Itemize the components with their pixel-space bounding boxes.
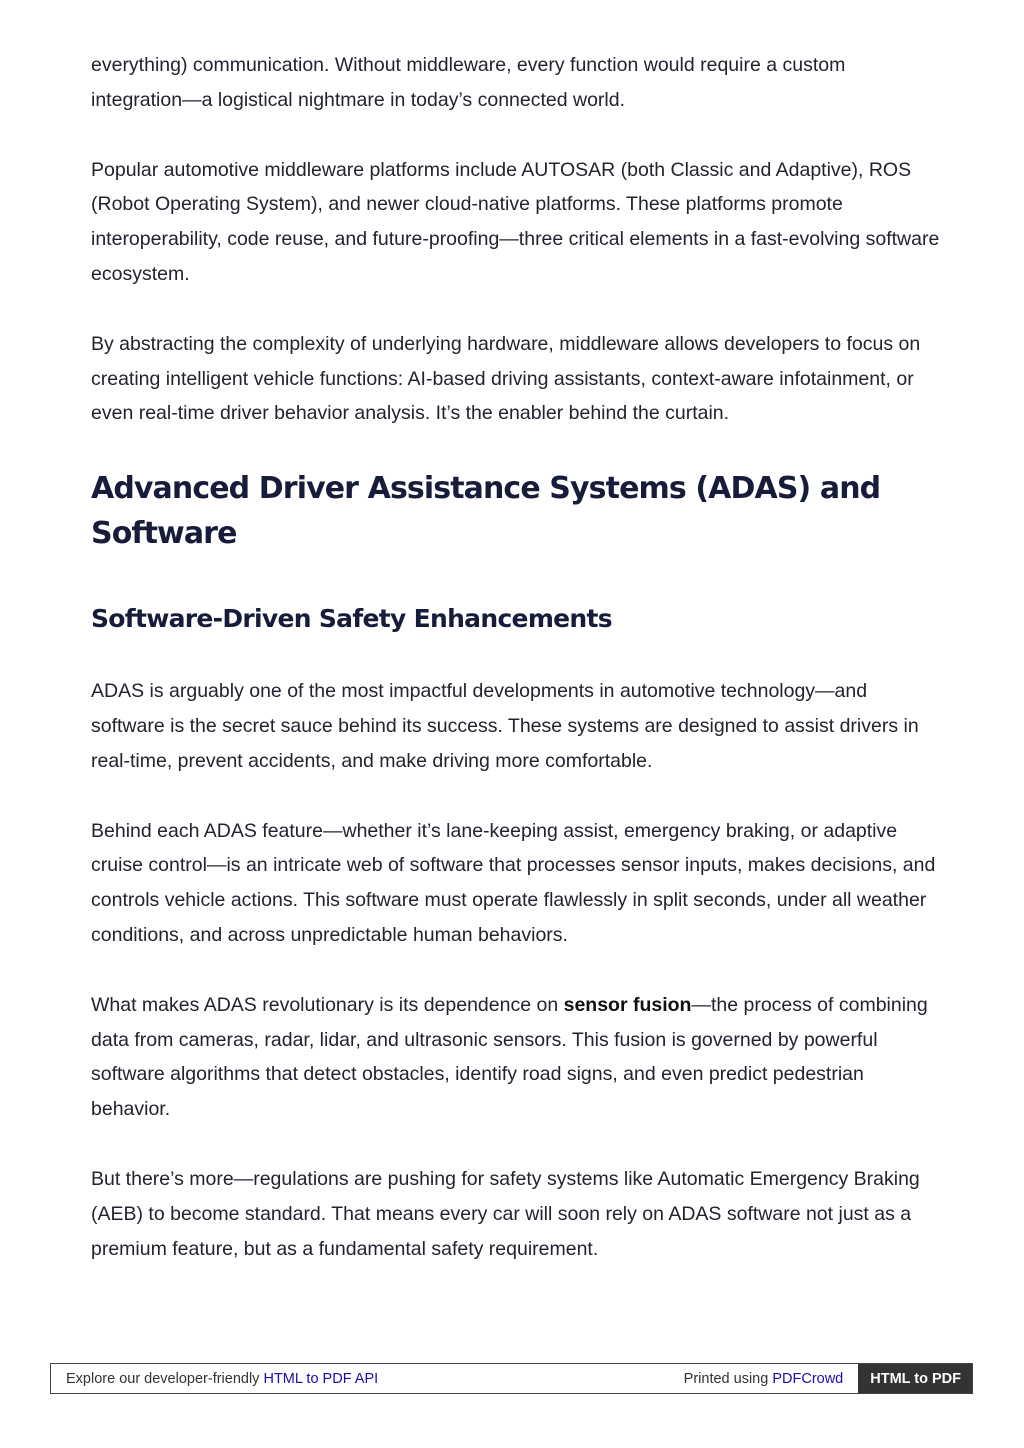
footer-explore [51, 1371, 684, 1387]
sensor-fusion-lead-text: What makes ADAS revolutionary is its dependence on [91, 993, 564, 1016]
subsection-heading-safety: Software-Driven Safety Enhancements [91, 604, 612, 634]
paragraph-middleware-platforms: Popular automotive middleware platforms include AUTOSAR (both Classic and Adaptive), ROS (Robot Operating System), and newer cloud-native platforms. These platforms promote interoperability, code reuse, and future-proofing—three critical elements in a fast-evolving software ecosystem. [91, 158, 940, 285]
article-content [91, 48, 941, 1301]
paragraph-adas-features: Behind each ADAS feature—whether it’s lane-keeping assist, emergency braking, or adaptive cruise control—is an intricate web of software that processes sensor inputs, makes decisions, and controls vehicle actions. This software must operate flawlessly in split seconds, under all weather conditions, and across unpredictable human behaviors. [91, 819, 936, 946]
paragraph-adas-intro: ADAS is arguably one of the most impactful developments in automotive technology—and software is the secret sauce behind its success. These systems are designed to assist drivers in real-time, prevent accidents, and make driving more comfortable. [91, 680, 919, 772]
paragraph-middleware-integration: everything) communication. Without middleware, every function would require a custom integration—a logistical nightmare in today’s connected world. [91, 54, 846, 111]
paragraph-sensor-fusion [91, 988, 941, 1127]
section-heading-adas: Advanced Driver Assistance Systems (ADAS) and Software [91, 471, 881, 552]
sensor-fusion-rest-text: —the process of combining data from cameras, radar, lidar, and ultrasonic sensors. This fusion is governed by powerful software algorithms that detect obstacles, identify road signs, and even predict pedestrian behavior. [91, 993, 928, 1121]
html-to-pdf-button[interactable]: HTML to PDF [858, 1364, 972, 1393]
paragraph-middleware-abstraction: By abstracting the complexity of underlying hardware, middleware allows developers to focus on creating intelligent vehicle functions: AI-based driving assistants, context-aware infotainment, or even real-time driver behavior analysis. It’s the enabler behind the curtain. [91, 332, 921, 425]
pdfcrowd-footer-banner [50, 1363, 973, 1394]
footer-printed [684, 1371, 859, 1387]
html-to-pdf-api-link[interactable]: HTML to PDF API [263, 1370, 379, 1387]
paragraph-regulations: But there’s more—regulations are pushing for safety systems like Automatic Emergency Braking (AEB) to become standard. That means every car will soon rely on ADAS software not just as a premium feature, but as a fundamental safety requirement. [91, 1167, 920, 1260]
footer-printed-text: Printed using [683, 1370, 773, 1387]
footer-explore-text: Explore our developer-friendly [66, 1370, 264, 1387]
pdfcrowd-link[interactable]: PDFCrowd [772, 1370, 844, 1387]
sensor-fusion-term: sensor fusion [563, 993, 692, 1016]
